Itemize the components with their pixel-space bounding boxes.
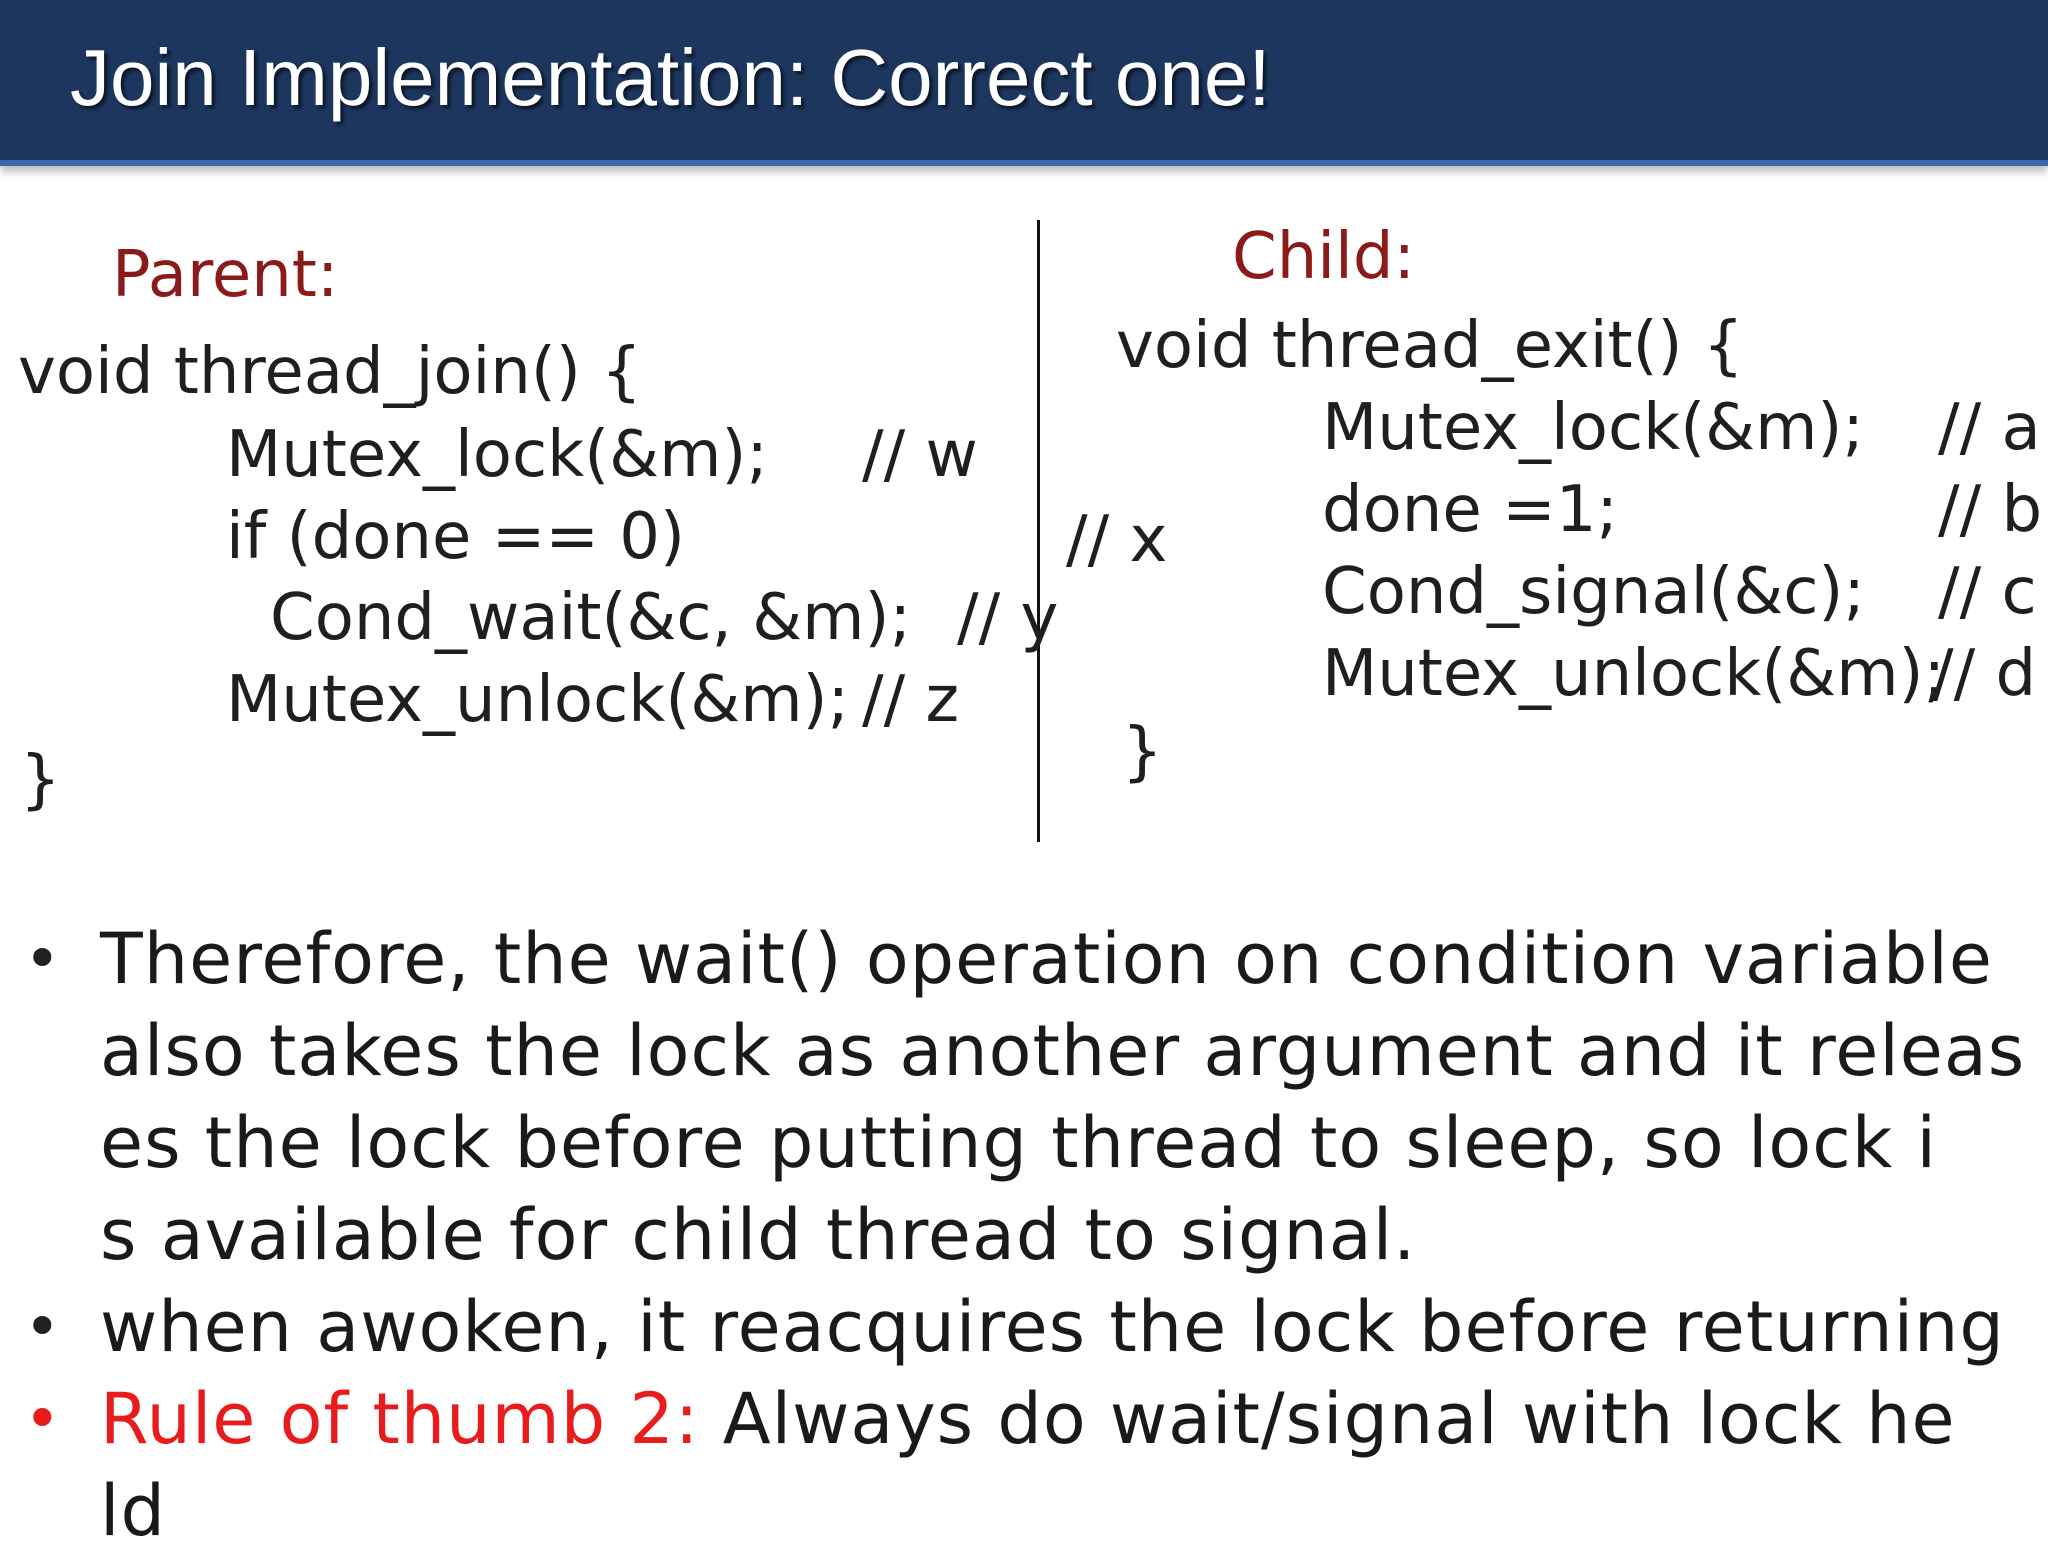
child-code-line: void thread_exit() {	[1116, 309, 1744, 383]
bullet-1-line: Therefore, the wait() operation on condition variable	[100, 918, 1993, 1000]
bullet-1-line: es the lock before putting thread to sleep, so lock i	[100, 1102, 1937, 1184]
child-code-comment: // a	[1938, 391, 2041, 465]
column-divider	[1037, 220, 1040, 842]
parent-code-line: Cond_wait(&c, &m);	[270, 581, 911, 655]
parent-code-comment: // x	[1066, 503, 1168, 577]
bullet-2-text: when awoken, it reacquires the lock before returning	[100, 1286, 2005, 1368]
child-code-line: Mutex_lock(&m);	[1322, 391, 1864, 465]
bullet-1-line: also takes the lock as another argument and it releas	[100, 1010, 2026, 1092]
child-code-comment: // b	[1938, 473, 2043, 547]
bullet-1-line: s available for child thread to signal.	[100, 1194, 1417, 1276]
parent-code-line: }	[20, 743, 61, 817]
parent-code-comment: // y	[957, 581, 1059, 655]
title-bar	[0, 0, 2048, 166]
parent-code-line: Mutex_lock(&m);	[226, 418, 768, 492]
child-code-comment: // d	[1932, 637, 2037, 711]
parent-code-line: if (done == 0)	[226, 500, 685, 574]
rule-of-thumb-label: Rule of thumb 2:	[100, 1378, 700, 1460]
bullet-marker: •	[24, 922, 61, 995]
bullet-marker: •	[24, 1290, 61, 1363]
child-code-line: Cond_signal(&c);	[1322, 555, 1865, 629]
bullet-3-rest: Always do wait/signal with lock he	[699, 1378, 1956, 1460]
parent-code-comment: // z	[862, 663, 960, 737]
child-code-line: done =1;	[1322, 473, 1618, 547]
slide-title: Join Implementation: Correct one!	[70, 33, 1271, 122]
parent-code-line: void thread_join() {	[18, 335, 642, 409]
child-code-line: }	[1122, 715, 1163, 789]
child-header: Child:	[1232, 220, 1415, 294]
parent-code-comment: // w	[862, 418, 978, 492]
bullet-3-continuation: ld	[100, 1470, 166, 1552]
child-code-comment: // c	[1938, 555, 2037, 629]
bullet-marker: •	[24, 1382, 61, 1455]
bullet-3-text	[100, 1378, 1956, 1460]
parent-code-line: Mutex_unlock(&m);	[226, 663, 850, 737]
child-code-line: Mutex_unlock(&m);	[1322, 637, 1946, 711]
parent-header: Parent:	[112, 238, 339, 312]
